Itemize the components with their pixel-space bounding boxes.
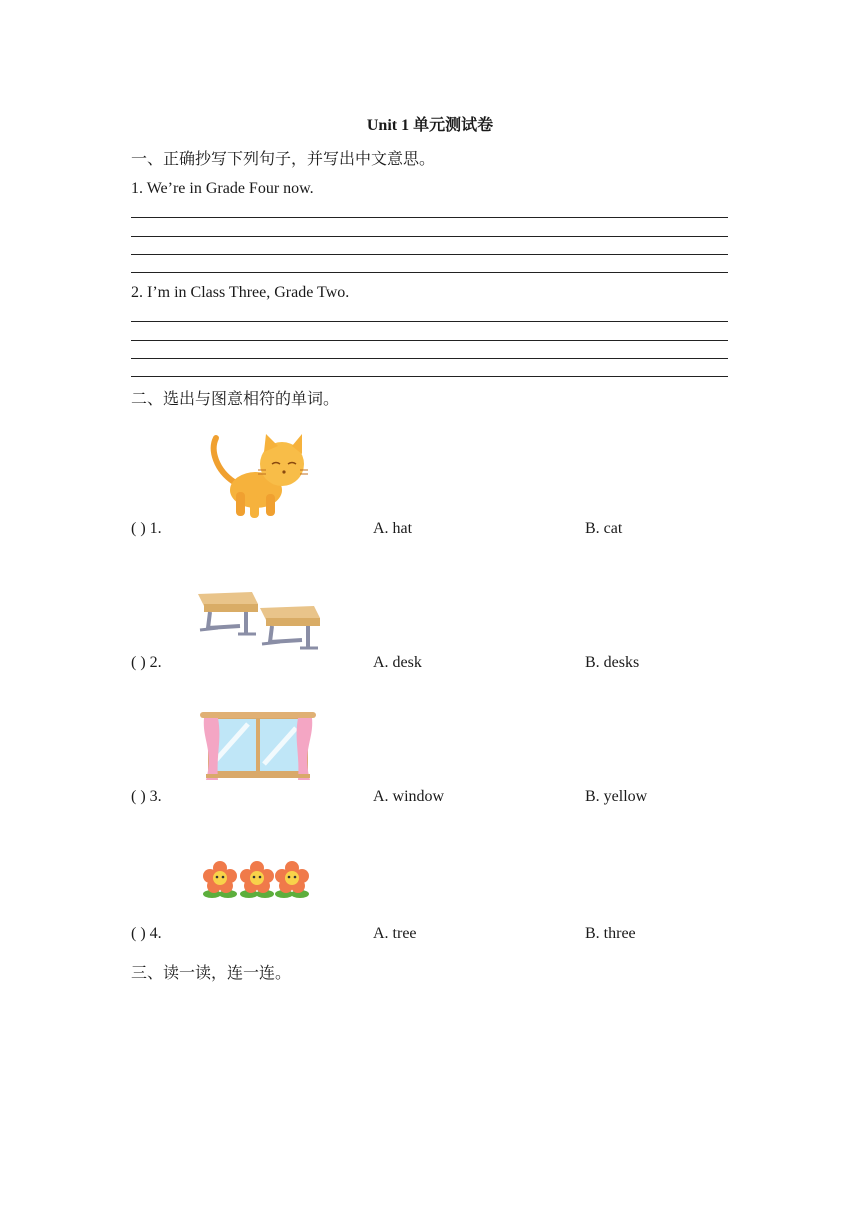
item-2-option-a[interactable]: A. desk <box>373 654 422 671</box>
section2-heading: 二、选出与图意相符的单词。 <box>131 391 340 408</box>
flowers-icon <box>202 858 314 902</box>
item-4-option-b[interactable]: B. three <box>585 925 636 942</box>
question-1-sentence: 1. We’re in Grade Four now. <box>131 180 314 197</box>
section1-heading: 一、正确抄写下列句子，并写出中文意思。 <box>131 151 436 168</box>
item-3-prefix[interactable]: ( ) 3. <box>131 788 162 805</box>
window-icon <box>200 710 316 782</box>
item-3-option-b[interactable]: B. yellow <box>585 788 648 805</box>
item-4-prefix[interactable]: ( ) 4. <box>131 925 162 942</box>
item-3-option-a[interactable]: A. window <box>373 788 445 805</box>
answer-line[interactable] <box>131 321 728 322</box>
answer-line[interactable] <box>131 217 728 218</box>
item-1-prefix[interactable]: ( ) 1. <box>131 520 162 537</box>
desks-icon <box>196 586 322 654</box>
item-1-option-b[interactable]: B. cat <box>585 520 623 537</box>
item-1-option-a[interactable]: A. hat <box>373 520 413 537</box>
question-2-sentence: 2. I’m in Class Three, Grade Two. <box>131 284 350 301</box>
answer-line[interactable] <box>131 236 728 237</box>
answer-line[interactable] <box>131 376 728 377</box>
item-2-prefix[interactable]: ( ) 2. <box>131 654 162 671</box>
answer-line[interactable] <box>131 340 728 341</box>
answer-line[interactable] <box>131 358 728 359</box>
section3-heading: 三、读一读，连一连。 <box>131 965 292 982</box>
answer-line[interactable] <box>131 272 728 273</box>
item-2-option-b[interactable]: B. desks <box>585 654 640 671</box>
item-4-option-a[interactable]: A. tree <box>373 925 417 942</box>
page-title: Unit 1 单元测试卷 <box>366 117 494 134</box>
answer-line[interactable] <box>131 254 728 255</box>
cat-icon <box>206 430 310 520</box>
